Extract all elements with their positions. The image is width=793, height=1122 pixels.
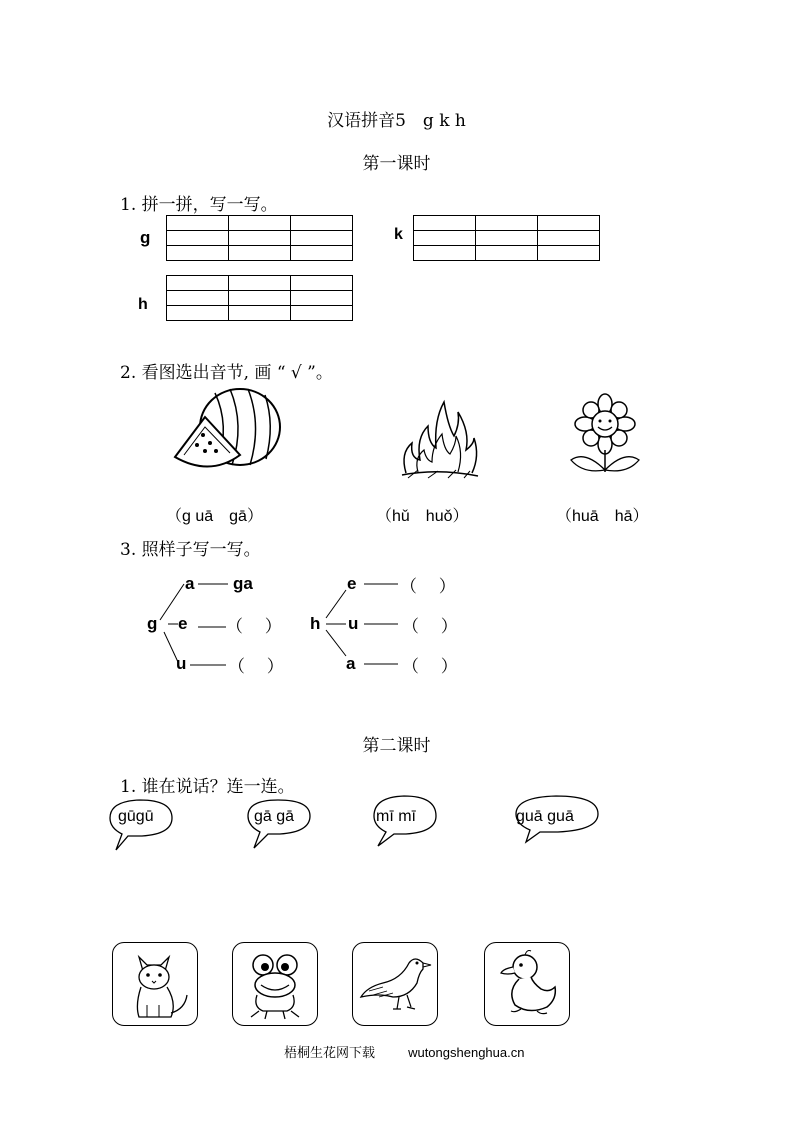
question-3-prompt: 3. 照样子写一写。: [120, 540, 261, 560]
answer-blank-gu[interactable]: （ ）: [228, 657, 284, 676]
answer-blank-he[interactable]: （ ）: [400, 577, 456, 596]
bubble-text-3: mī mī: [376, 808, 416, 825]
speech-bubble-1[interactable]: [108, 798, 178, 854]
frog-card[interactable]: [232, 942, 318, 1026]
letter-k: k: [394, 226, 403, 243]
page-title: 汉语拼音5 g k h: [327, 111, 466, 131]
answer-blank-hu[interactable]: （ ）: [402, 617, 458, 636]
fire-icon: [398, 398, 480, 482]
speech-bubble-2[interactable]: [246, 798, 316, 854]
pigeon-card[interactable]: [352, 942, 438, 1026]
branch-a: a: [185, 574, 195, 593]
question-1-prompt: 1. 拼一拼，写一写。: [120, 195, 278, 215]
answer-blank-ha[interactable]: （ ）: [402, 657, 458, 676]
writing-grid-g[interactable]: [166, 215, 353, 261]
options-flower[interactable]: （huā hā）: [556, 508, 649, 525]
flower-icon: [565, 392, 645, 477]
duck-icon: [485, 943, 569, 1025]
lesson-two-question-1-prompt: 1. 谁在说话？连一连。: [120, 777, 295, 797]
letter-h: h: [138, 296, 148, 313]
letter-g: g: [140, 228, 151, 247]
options-watermelon[interactable]: （g uā gā）: [166, 508, 263, 525]
footer: [284, 1042, 524, 1061]
branch-he-e: e: [347, 574, 357, 593]
cat-card[interactable]: [112, 942, 198, 1026]
question-2-prompt: 2. 看图选出音节, 画 “ √ ”。: [120, 363, 333, 383]
watermelon-icon: [170, 385, 285, 480]
writing-grid-h[interactable]: [166, 275, 353, 321]
pigeon-icon: [353, 943, 437, 1025]
footer-site: 梧桐生花网下载: [284, 1046, 376, 1061]
branch-e: e: [178, 614, 188, 633]
writing-grid-k[interactable]: [413, 215, 600, 261]
root-h: h: [310, 614, 321, 633]
duck-card[interactable]: [484, 942, 570, 1026]
result-ga: ga: [233, 574, 253, 593]
bubble-text-2: gā gā: [254, 808, 295, 825]
bubble-text-4: guā guā: [516, 808, 574, 825]
cat-icon: [113, 943, 197, 1025]
branch-u: u: [176, 654, 187, 673]
options-fire[interactable]: （hǔ huǒ）: [376, 508, 469, 525]
branch-hu-u: u: [348, 614, 359, 633]
frog-icon: [233, 943, 317, 1025]
lesson-two-heading: 第二课时: [362, 736, 431, 756]
branch-ha-a: a: [346, 654, 356, 673]
root-g: g: [147, 614, 158, 633]
bubble-text-1: gūgū: [118, 808, 154, 825]
lesson-one-heading: 第一课时: [362, 154, 431, 174]
answer-blank-ge[interactable]: （ ）: [226, 617, 282, 636]
footer-url[interactable]: wutongshenghua.cn: [408, 1045, 525, 1060]
